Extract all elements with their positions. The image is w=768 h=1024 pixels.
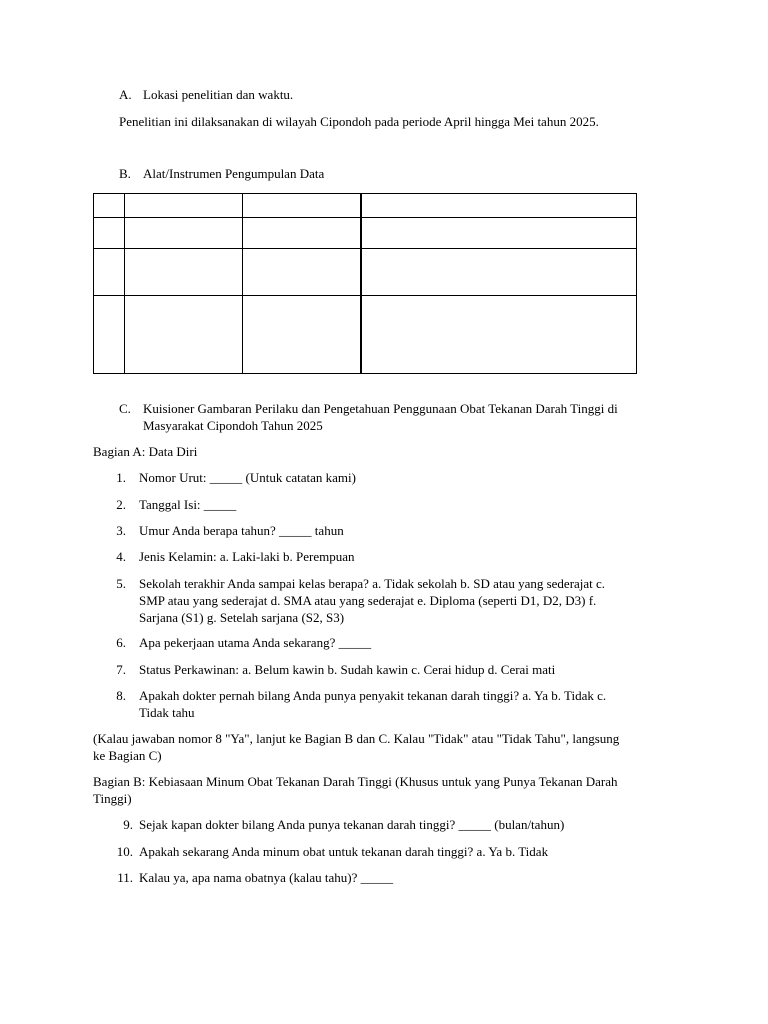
item-text: Tanggal Isi: _____ — [139, 497, 237, 512]
table-row — [94, 194, 637, 218]
item-number: 5. — [116, 576, 126, 591]
item-number: 11. — [117, 870, 133, 885]
table-cell — [125, 194, 243, 218]
bagian-a-note-line2: ke Bagian C) — [93, 748, 162, 763]
instrument-table — [93, 193, 637, 374]
bagian-b-heading-line1: Bagian B: Kebiasaan Minum Obat Tekanan Darah Tinggi (Khusus untuk yang Punya Tekanan Darah — [93, 774, 618, 789]
item-text: Nomor Urut: _____ (Untuk catatan kami) — [139, 470, 356, 485]
item-text: Jenis Kelamin: a. Laki-laki b. Perempuan — [139, 549, 355, 564]
table-cell — [243, 218, 361, 249]
table-cell — [243, 296, 361, 374]
bagian-a-note-line1: (Kalau jawaban nomor 8 "Ya", lanjut ke Bagian B dan C. Kalau "Tidak" atau "Tidak Tahu", langsung — [93, 731, 620, 746]
item-text: Apa pekerjaan utama Anda sekarang? _____ — [139, 635, 372, 650]
table-cell — [125, 218, 243, 249]
item-text: Status Perkawinan: a. Belum kawin b. Sudah kawin c. Cerai hidup d. Cerai mati — [139, 662, 556, 677]
item-number: 3. — [116, 523, 126, 538]
item-text: SMP atau yang sederajat d. SMA atau yang sederajat e. Diploma (seperti D1, D2, D3) f. — [139, 593, 597, 608]
section-b-title: Alat/Instrumen Pengumpulan Data — [143, 166, 325, 181]
item-text: Sejak kapan dokter bilang Anda punya tekanan darah tinggi? _____ (bulan/tahun) — [139, 817, 565, 832]
item-text: Kalau ya, apa nama obatnya (kalau tahu)? _____ — [139, 870, 394, 885]
bagian-b-heading-line2: Tinggi) — [93, 791, 132, 806]
table-cell — [125, 296, 243, 374]
item-number: 2. — [116, 497, 126, 512]
item-number: 10. — [116, 844, 133, 859]
table-cell — [243, 194, 361, 218]
section-c-title-line1: Kuisioner Gambaran Perilaku dan Pengetahuan Penggunaan Obat Tekanan Darah Tinggi di — [143, 401, 618, 416]
section-b-letter: B. — [119, 166, 131, 181]
table-cell — [94, 194, 125, 218]
section-c-letter: C. — [119, 401, 131, 416]
table-cell — [94, 218, 125, 249]
table-row — [94, 249, 637, 296]
item-text: Apakah sekarang Anda minum obat untuk tekanan darah tinggi? a. Ya b. Tidak — [139, 844, 549, 859]
item-text: Umur Anda berapa tahun? _____ tahun — [139, 523, 344, 538]
item-text: Tidak tahu — [139, 705, 195, 720]
item-number: 4. — [116, 549, 126, 564]
item-text: Apakah dokter pernah bilang Anda punya penyakit tekanan darah tinggi? a. Ya b. Tidak c. — [139, 688, 607, 703]
section-c-title-line2: Masyarakat Cipondoh Tahun 2025 — [143, 418, 323, 433]
table-row — [94, 296, 637, 374]
table-cell — [125, 249, 243, 296]
item-number: 7. — [116, 662, 126, 677]
item-number: 1. — [116, 470, 126, 485]
table-row — [94, 218, 637, 249]
table-cell — [361, 296, 637, 374]
item-text: Sarjana (S1) g. Setelah sarjana (S2, S3) — [139, 610, 345, 625]
table-cell — [94, 249, 125, 296]
table-cell — [361, 218, 637, 249]
table-cell — [361, 194, 637, 218]
item-number: 6. — [116, 635, 126, 650]
item-number: 9. — [123, 817, 133, 832]
item-text: Sekolah terakhir Anda sampai kelas berapa? a. Tidak sekolah b. SD atau yang sederajat c. — [139, 576, 606, 591]
section-a-body: Penelitian ini dilaksanakan di wilayah Cipondoh pada periode April hingga Mei tahun 2025. — [119, 114, 599, 129]
table-cell — [94, 296, 125, 374]
section-a-letter: A. — [119, 87, 132, 102]
table-cell — [361, 249, 637, 296]
item-number: 8. — [116, 688, 126, 703]
table-cell — [243, 249, 361, 296]
bagian-a-heading: Bagian A: Data Diri — [93, 444, 198, 459]
section-a-title: Lokasi penelitian dan waktu. — [143, 87, 294, 102]
